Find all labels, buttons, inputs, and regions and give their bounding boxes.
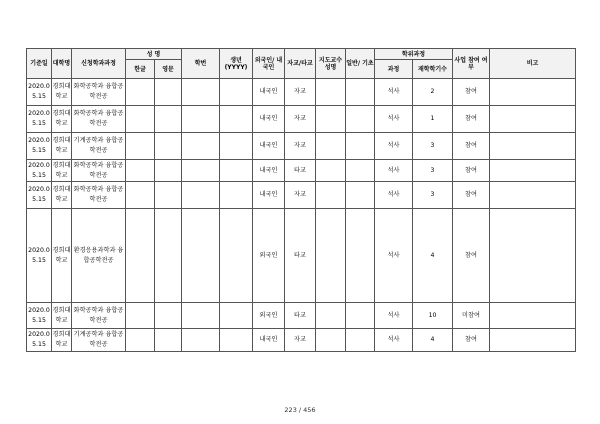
row-name-kor	[126, 79, 155, 106]
row-date: 2020.05.15	[27, 182, 52, 209]
row-name-kor	[126, 329, 155, 352]
page-number: 223 / 456	[284, 406, 316, 414]
row-advisor	[316, 160, 346, 182]
row-department: 화학공학과 융합공학전공	[72, 160, 126, 182]
row-nationality: 내국인	[253, 106, 285, 133]
header-name-kor: 한글	[126, 60, 155, 79]
row-research-type	[346, 106, 375, 133]
row-name-kor	[126, 303, 155, 329]
row-name-eng	[155, 79, 182, 106]
header-semester: 재학학기수	[413, 60, 453, 79]
row-remarks	[490, 106, 576, 133]
row-participation: 참여	[453, 79, 490, 106]
row-university: 경희대학교	[52, 182, 72, 209]
row-university: 경희대학교	[52, 106, 72, 133]
row-student-id	[182, 79, 220, 106]
row-name-eng	[155, 182, 182, 209]
row-research-type	[346, 133, 375, 160]
table-row	[27, 182, 576, 209]
header-student-id: 학번	[182, 49, 220, 79]
row-advisor	[316, 79, 346, 106]
row-remarks	[490, 329, 576, 352]
row-semester: 10	[413, 303, 453, 329]
header-name: 성 명	[126, 49, 182, 60]
row-nationality: 내국인	[253, 182, 285, 209]
row-participation: 참여	[453, 209, 490, 303]
row-advisor	[316, 303, 346, 329]
row-student-id	[182, 160, 220, 182]
row-remarks	[490, 133, 576, 160]
row-date: 2020.05.15	[27, 160, 52, 182]
header-department: 신청학과과정	[72, 49, 126, 79]
row-participation: 참여	[453, 160, 490, 182]
row-student-id	[182, 182, 220, 209]
row-name-kor	[126, 209, 155, 303]
row-research-type	[346, 182, 375, 209]
row-semester: 2	[413, 79, 453, 106]
row-name-eng	[155, 133, 182, 160]
row-nationality: 외국인	[253, 209, 285, 303]
row-university: 경희대학교	[52, 160, 72, 182]
row-department: 기계공학과 융합공학전공	[72, 133, 126, 160]
row-advisor	[316, 329, 346, 352]
row-research-type	[346, 79, 375, 106]
row-name-kor	[126, 182, 155, 209]
row-participation: 참여	[453, 182, 490, 209]
row-degree-course: 석사	[375, 79, 413, 106]
header-remarks: 비고	[490, 49, 576, 79]
row-advisor	[316, 133, 346, 160]
row-date: 2020.05.15	[27, 79, 52, 106]
row-research-type	[346, 209, 375, 303]
row-participation: 참여	[453, 106, 490, 133]
table-row	[27, 329, 576, 352]
row-research-type	[346, 303, 375, 329]
header-participation: 사업 참여 여부	[453, 49, 490, 79]
row-name-eng	[155, 303, 182, 329]
row-semester: 3	[413, 182, 453, 209]
row-degree-course: 석사	[375, 303, 413, 329]
row-name-kor	[126, 160, 155, 182]
header-university: 대학명	[52, 49, 72, 79]
row-department: 기계공학과 융합공학전공	[72, 329, 126, 352]
row-nationality: 내국인	[253, 133, 285, 160]
row-remarks	[490, 79, 576, 106]
row-university: 경희대학교	[52, 79, 72, 106]
header-degree-course: 과정	[375, 60, 413, 79]
row-date: 2020.05.15	[27, 303, 52, 329]
row-department: 화학공학과 융합공학전공	[72, 106, 126, 133]
row-department: 화학공학과 융합공학전공	[72, 303, 126, 329]
row-department: 화학공학과 융합공학전공	[72, 182, 126, 209]
row-department: 환경응용과학과 융합공학전공	[72, 209, 126, 303]
row-advisor	[316, 106, 346, 133]
row-participation: 참여	[453, 329, 490, 352]
row-remarks	[490, 160, 576, 182]
row-research-type	[346, 329, 375, 352]
header-research-type: 일반/ 기초	[346, 49, 375, 79]
row-school-type: 타교	[285, 209, 316, 303]
row-degree-course: 석사	[375, 182, 413, 209]
header-advisor: 지도교수 성명	[316, 49, 346, 79]
header-birth: 생년 (YYYY)	[220, 49, 253, 79]
row-advisor	[316, 182, 346, 209]
row-date: 2020.05.15	[27, 209, 52, 303]
table-row	[27, 79, 576, 106]
header-nationality: 외국인/ 내국인	[253, 49, 285, 79]
row-participation: 참여	[453, 133, 490, 160]
row-participation: 미참여	[453, 303, 490, 329]
row-birth	[220, 182, 253, 209]
row-name-eng	[155, 209, 182, 303]
row-student-id	[182, 209, 220, 303]
row-birth	[220, 329, 253, 352]
row-school-type: 자교	[285, 79, 316, 106]
row-birth	[220, 133, 253, 160]
header-base-date: 기준일	[27, 49, 52, 79]
header-degree: 학위과정	[375, 49, 453, 60]
row-university: 경희대학교	[52, 329, 72, 352]
row-remarks	[490, 303, 576, 329]
row-school-type: 타교	[285, 160, 316, 182]
row-research-type	[346, 160, 375, 182]
header-school-type: 자교/타교	[285, 49, 316, 79]
row-degree-course: 석사	[375, 329, 413, 352]
row-semester: 4	[413, 209, 453, 303]
row-school-type: 자교	[285, 106, 316, 133]
row-birth	[220, 160, 253, 182]
row-nationality: 내국인	[253, 160, 285, 182]
student-table	[26, 48, 576, 352]
table-row	[27, 209, 576, 303]
row-date: 2020.05.15	[27, 329, 52, 352]
row-school-type: 자교	[285, 329, 316, 352]
row-birth	[220, 303, 253, 329]
row-student-id	[182, 133, 220, 160]
table-row	[27, 303, 576, 329]
row-birth	[220, 106, 253, 133]
row-department: 화학공학과 융합공학전공	[72, 79, 126, 106]
row-name-kor	[126, 133, 155, 160]
row-degree-course: 석사	[375, 160, 413, 182]
table-row	[27, 160, 576, 182]
row-date: 2020.05.15	[27, 106, 52, 133]
row-birth	[220, 209, 253, 303]
row-nationality: 내국인	[253, 79, 285, 106]
row-semester: 3	[413, 160, 453, 182]
row-nationality: 내국인	[253, 329, 285, 352]
row-degree-course: 석사	[375, 133, 413, 160]
header-name-eng: 영문	[155, 60, 182, 79]
row-remarks	[490, 182, 576, 209]
row-date: 2020.05.15	[27, 133, 52, 160]
row-advisor	[316, 209, 346, 303]
row-university: 경희대학교	[52, 133, 72, 160]
row-semester: 4	[413, 329, 453, 352]
row-student-id	[182, 106, 220, 133]
row-birth	[220, 79, 253, 106]
row-semester: 1	[413, 106, 453, 133]
row-student-id	[182, 329, 220, 352]
row-remarks	[490, 209, 576, 303]
row-student-id	[182, 303, 220, 329]
row-nationality: 외국인	[253, 303, 285, 329]
row-school-type: 타교	[285, 303, 316, 329]
table-row	[27, 106, 576, 133]
row-school-type: 자교	[285, 182, 316, 209]
row-name-eng	[155, 106, 182, 133]
row-name-eng	[155, 160, 182, 182]
row-semester: 3	[413, 133, 453, 160]
row-university: 경희대학교	[52, 209, 72, 303]
row-name-kor	[126, 106, 155, 133]
row-university: 경희대학교	[52, 303, 72, 329]
row-school-type: 자교	[285, 133, 316, 160]
row-degree-course: 석사	[375, 209, 413, 303]
row-degree-course: 석사	[375, 106, 413, 133]
row-name-eng	[155, 329, 182, 352]
table-row	[27, 133, 576, 160]
